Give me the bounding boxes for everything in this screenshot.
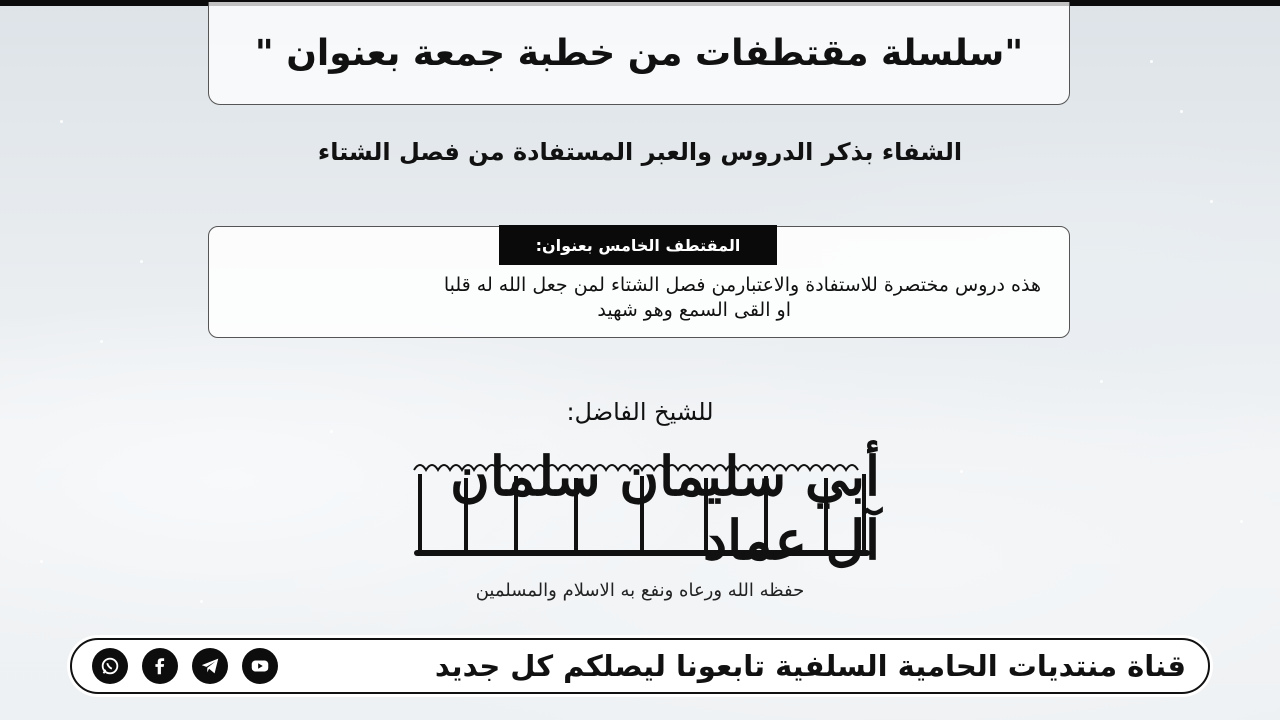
sheikh-label: للشيخ الفاضل: xyxy=(566,398,714,426)
excerpt-body xyxy=(227,273,1041,323)
footer-bar xyxy=(70,638,1210,694)
excerpt-line-1: هذه دروس مختصرة للاستفادة والاعتبارمن فصل الشتاء لمن جعل الله له قلبا xyxy=(443,274,1041,296)
channel-slogan: قناة منتديات الحامية السلفية تابعونا ليصلكم كل جديد xyxy=(434,649,1186,683)
youtube-icon[interactable] xyxy=(242,648,278,684)
excerpt-line-2: او القى السمع وهو شهيد xyxy=(597,299,791,321)
whatsapp-icon[interactable] xyxy=(92,648,128,684)
title-box xyxy=(208,2,1070,105)
facebook-icon[interactable] xyxy=(142,648,178,684)
telegram-icon[interactable] xyxy=(192,648,228,684)
sheikh-name: أبي سليمان سلمان آل عماد xyxy=(450,444,880,572)
excerpt-label: المقتطف الخامس بعنوان: xyxy=(499,225,777,265)
sermon-subtitle: الشفاء بذكر الدروس والعبر المستفادة من فصل الشتاء xyxy=(317,138,963,166)
sheikh-name-calligraphy xyxy=(404,444,880,572)
prayer-text: حفظه الله ورعاه ونفع به الاسلام والمسلمين xyxy=(475,580,805,601)
excerpt-box xyxy=(208,226,1070,338)
series-title: "سلسلة مقتطفات من خطبة جمعة بعنوان " xyxy=(254,32,1024,74)
